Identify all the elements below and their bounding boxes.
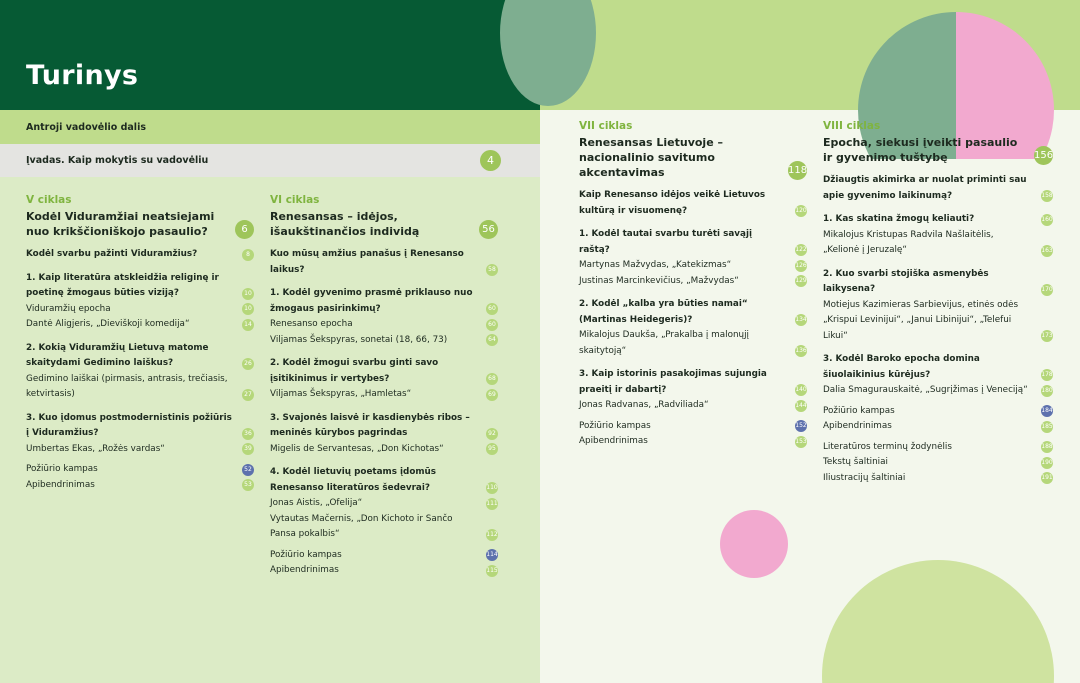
toc-entry-page-badge[interactable]: 95 — [486, 443, 498, 455]
cycle-title[interactable]: Epocha, siekusi įveikti pasaulio ir gyvenimo tuštybę — [823, 136, 1018, 164]
toc-entry[interactable] — [579, 188, 807, 219]
toc-entry-page-badge[interactable]: 120 — [795, 205, 807, 217]
toc-entry-page-badge[interactable]: 111 — [486, 498, 498, 510]
toc-entry-page-badge[interactable]: 112 — [486, 529, 498, 541]
toc-entry[interactable] — [270, 247, 498, 278]
cycle-page-badge[interactable]: 56 — [479, 220, 498, 239]
toc-entry-text[interactable]: Viljamas Šekspyras, „Hamletas“ — [270, 389, 412, 399]
toc-entry[interactable] — [579, 297, 807, 328]
cycle-page-badge[interactable]: 156 — [1034, 146, 1053, 165]
cycle-viii-column — [823, 120, 1053, 486]
toc-entry-page-badge[interactable]: 60 — [486, 303, 498, 315]
toc-entry-page-badge[interactable]: 115 — [486, 565, 498, 577]
intro-page-badge[interactable]: 4 — [480, 150, 501, 171]
toc-entry-text[interactable]: Džiaugtis akimirka ar nuolat priminti sau apie gyvenimo laikinumą? — [823, 175, 1027, 201]
header-dark-band — [0, 0, 540, 110]
toc-entry[interactable] — [270, 442, 498, 458]
toc-entry-text[interactable]: Mikalojus Kristupas Radvila Našlaitėlis, „Kelionė į Jeruzalę“ — [823, 229, 994, 255]
toc-entry[interactable] — [270, 333, 498, 349]
toc-entry-page-badge[interactable]: 14 — [242, 319, 254, 331]
toc-entry-text[interactable]: Dantė Aligjeris, „Dieviškoji komedija“ — [26, 319, 190, 329]
toc-entry[interactable] — [26, 462, 254, 478]
cycle-v-column — [26, 194, 254, 493]
toc-entry-text[interactable]: Gedimino laiškai (pirmasis, antrasis, trečiasis, ketvirtasis) — [26, 373, 228, 399]
cycle-title[interactable]: Kodėl Viduramžiai neatsiejami nuo krikščioniškojo pasaulio? — [26, 210, 215, 238]
toc-entry[interactable] — [270, 563, 498, 579]
cycle-vii-column — [579, 120, 807, 450]
toc-entry-page-badge[interactable]: 170 — [1041, 284, 1053, 296]
cycle-vi-column — [270, 194, 498, 579]
toc-entry[interactable] — [26, 478, 254, 494]
toc-entry-page-badge[interactable]: 153 — [795, 436, 807, 448]
toc-entry[interactable] — [26, 317, 254, 333]
cycle-label: VII ciklas — [579, 120, 633, 132]
cycle-title[interactable]: Renesansas – idėjos, išaukštinančios individą — [270, 210, 420, 238]
toc-entry-text[interactable]: 2. Kodėl žmogui svarbu ginti savo įsitikinimus ir vertybes? — [270, 358, 439, 384]
toc-entry[interactable] — [26, 411, 254, 442]
toc-entry[interactable] — [823, 228, 1053, 259]
toc-entry[interactable] — [823, 298, 1053, 345]
cycle-title-row[interactable] — [823, 135, 1053, 165]
toc-entry-page-badge[interactable]: 68 — [486, 373, 498, 385]
toc-entry[interactable] — [270, 512, 498, 543]
toc-entry-page-badge[interactable]: 160 — [1041, 214, 1053, 226]
toc-entry[interactable] — [823, 212, 1053, 228]
toc-entry[interactable] — [579, 258, 807, 274]
toc-entry-text[interactable]: Vytautas Mačernis, „Don Kichoto ir Sančo Pansa pokalbis“ — [270, 513, 453, 539]
cycle-title-row[interactable] — [26, 209, 254, 239]
toc-entry[interactable] — [823, 404, 1053, 420]
toc-entry-page-badge[interactable]: 27 — [242, 389, 254, 401]
toc-entry[interactable] — [270, 387, 498, 403]
toc-entry-page-badge[interactable]: 129 — [795, 275, 807, 287]
toc-entry[interactable] — [579, 274, 807, 290]
toc-entry[interactable] — [823, 267, 1053, 298]
toc-entry[interactable] — [579, 227, 807, 258]
toc-entry-text[interactable]: Iliustracijų šaltiniai — [823, 472, 906, 483]
toc-entry-text[interactable]: 2. Kodėl „kalba yra būties namai“ (Martinas Heidegeris)? — [579, 299, 748, 325]
toc-entry-page-badge[interactable]: 36 — [242, 428, 254, 440]
toc-entry-page-badge[interactable]: 152 — [795, 420, 807, 432]
toc-entry-text[interactable]: Justinas Marcinkevičius, „Mažvydas“ — [579, 275, 739, 286]
toc-entry-page-badge[interactable]: 39 — [242, 443, 254, 455]
toc-entry-text[interactable]: Požiūrio kampas — [823, 405, 895, 416]
toc-entry[interactable] — [270, 356, 498, 387]
toc-entry-page-badge[interactable]: 173 — [1041, 330, 1053, 342]
toc-entry[interactable] — [26, 341, 254, 372]
toc-entry-page-badge[interactable]: 184 — [1041, 405, 1053, 417]
cycle-page-badge[interactable]: 6 — [235, 220, 254, 239]
toc-entry[interactable] — [270, 465, 498, 496]
toc-entry-page-badge[interactable]: 185 — [1041, 421, 1053, 433]
toc-entry-page-badge[interactable]: 144 — [795, 400, 807, 412]
toc-entry[interactable] — [270, 496, 498, 512]
toc-entry[interactable] — [823, 173, 1053, 204]
toc-entry-text[interactable]: Apibendrinimas — [270, 565, 339, 575]
toc-entry-page-badge[interactable]: 92 — [486, 428, 498, 440]
toc-entry[interactable] — [579, 434, 807, 450]
toc-entry-text[interactable]: 3. Kuo įdomus postmodernistinis požiūris į Viduramžius? — [26, 412, 232, 438]
toc-entry-text[interactable]: 4. Kodėl lietuvių poetams įdomūs Renesanso literatūros šedevrai? — [270, 467, 437, 493]
toc-entry-text[interactable]: Tekstų šaltiniai — [823, 457, 888, 467]
toc-entry-text[interactable]: Viduramžių epocha — [26, 303, 111, 314]
toc-entry-page-badge[interactable]: 126 — [795, 260, 807, 272]
toc-entry-text[interactable]: 1. Kodėl gyvenimo prasmė priklauso nuo žmogaus pasirinkimų? — [270, 288, 473, 314]
toc-entry-page-badge[interactable]: 134 — [795, 314, 807, 326]
toc-entry[interactable] — [579, 419, 807, 435]
toc-entry-text[interactable]: Viljamas Šekspyras, sonetai (18, 66, 73) — [270, 334, 448, 345]
decorative-pink-circle-icon — [720, 510, 788, 578]
toc-entry[interactable] — [270, 548, 498, 564]
toc-entry-page-badge[interactable]: 10 — [242, 303, 254, 315]
toc-entry-text[interactable]: Apibendrinimas — [579, 436, 648, 446]
toc-entry[interactable] — [823, 352, 1053, 383]
toc-entry-text[interactable]: Kuo mūsų amžius panašus į Renesanso laikus? — [270, 249, 464, 275]
page-title: Turinys — [26, 60, 139, 91]
toc-entry-page-badge[interactable]: 53 — [242, 479, 254, 491]
toc-entry-page-badge[interactable]: 8 — [242, 249, 254, 261]
intro-label[interactable]: Įvadas. Kaip mokytis su vadovėliu — [26, 155, 209, 166]
toc-entry-text[interactable]: 3. Kaip istorinis pasakojimas sujungia praeitį ir dabartį? — [579, 369, 767, 395]
cycle-label: VI ciklas — [270, 194, 320, 206]
toc-entry-text[interactable]: 3. Kodėl Baroko epocha domina šiuolaikinius kūrėjus? — [823, 354, 980, 380]
toc-entry-page-badge[interactable]: 69 — [486, 389, 498, 401]
toc-entry[interactable] — [579, 367, 807, 398]
cycle-title-row[interactable] — [270, 209, 498, 239]
toc-entry-text[interactable]: Kodėl svarbu pažinti Viduramžius? — [26, 249, 198, 259]
toc-entry-page-badge[interactable]: 64 — [486, 334, 498, 346]
toc-entry-text[interactable]: Apibendrinimas — [823, 421, 892, 431]
cycle-label: VIII ciklas — [823, 120, 881, 132]
toc-entry[interactable] — [26, 271, 254, 302]
toc-entry-page-badge[interactable]: 136 — [795, 345, 807, 357]
toc-entry[interactable] — [270, 317, 498, 333]
toc-entry-text[interactable]: 1. Kaip literatūra atskleidžia religinę ir poetinę žmogaus būties viziją? — [26, 272, 219, 298]
toc-entry[interactable] — [270, 411, 498, 442]
toc-entry-page-badge[interactable]: 163 — [1041, 245, 1053, 257]
toc-entry[interactable] — [26, 372, 254, 403]
toc-entry-page-badge[interactable]: 178 — [1041, 369, 1053, 381]
cycle-title-row[interactable] — [579, 135, 807, 180]
toc-entry[interactable] — [26, 442, 254, 458]
toc-entry-text[interactable]: Kaip Renesanso idėjos veikė Lietuvos kultūrą ir visuomenę? — [579, 190, 766, 216]
toc-entry[interactable] — [26, 302, 254, 318]
toc-entry-text[interactable]: Požiūrio kampas — [270, 549, 342, 560]
toc-entry-text[interactable]: Apibendrinimas — [26, 479, 95, 490]
toc-entry[interactable] — [823, 383, 1053, 399]
toc-entry-page-badge[interactable]: 52 — [242, 464, 254, 476]
toc-entry[interactable] — [823, 455, 1053, 471]
toc-entry-text[interactable]: 2. Kokią Viduramžių Lietuvą matome skaitydami Gedimino laiškus? — [26, 342, 209, 368]
toc-entry-text[interactable]: Martynas Mažvydas, „Katekizmas“ — [579, 260, 732, 270]
toc-entry[interactable] — [579, 328, 807, 359]
toc-entry-page-badge[interactable]: 122 — [795, 244, 807, 256]
toc-entry-page-badge[interactable]: 110 — [486, 482, 498, 494]
toc-entry[interactable] — [26, 247, 254, 263]
toc-entry-page-badge[interactable]: 191 — [1041, 472, 1053, 484]
toc-entry[interactable] — [270, 286, 498, 317]
toc-entry-text[interactable]: Dalia Smagurauskaitė, „Sugrįžimas į Veneciją“ — [823, 385, 1028, 395]
toc-entry-text[interactable]: 2. Kuo svarbi stojiška asmenybės laikysena? — [823, 268, 989, 294]
toc-entry-page-badge[interactable]: 58 — [486, 264, 498, 276]
toc-entry-page-badge[interactable]: 26 — [242, 358, 254, 370]
toc-entry[interactable] — [823, 440, 1053, 456]
part-label: Antroji vadovėlio dalis — [26, 122, 146, 133]
toc-entry-text[interactable]: 1. Kodėl tautai svarbu turėti savąjį raštą? — [579, 229, 752, 255]
toc-entry-text[interactable]: 3. Svajonės laisvė ir kasdienybės ribos – meninės kūrybos pagrindas — [270, 412, 470, 438]
toc-entry-text[interactable]: Požiūrio kampas — [579, 420, 651, 431]
toc-entry-page-badge[interactable]: 158 — [1041, 190, 1053, 202]
toc-entry-text[interactable]: Jonas Aistis, „Ofelija“ — [270, 498, 363, 508]
toc-entry-page-badge[interactable]: 60 — [486, 319, 498, 331]
toc-entry[interactable] — [823, 471, 1053, 487]
toc-entry-page-badge[interactable]: 180 — [1041, 385, 1053, 397]
toc-entry-text[interactable]: Renesanso epocha — [270, 319, 353, 329]
toc-entry-text[interactable]: Motiejus Kazimieras Sarbievijus, etinės odės „Krispui Levinijui“, „Janui Libinijui“, „Telefui Likui“ — [823, 299, 1019, 341]
toc-entry-page-badge[interactable]: 188 — [1041, 441, 1053, 453]
toc-entry[interactable] — [823, 419, 1053, 435]
toc-entry-text[interactable]: Umbertas Ekas, „Rožės vardas“ — [26, 443, 165, 454]
toc-entry-text[interactable]: Literatūros terminų žodynėlis — [823, 441, 952, 452]
toc-entry-page-badge[interactable]: 190 — [1041, 457, 1053, 469]
toc-entry[interactable] — [579, 398, 807, 414]
toc-entry-page-badge[interactable]: 140 — [795, 384, 807, 396]
toc-entry-page-badge[interactable]: 114 — [486, 549, 498, 561]
cycle-title[interactable]: Renesansas Lietuvoje – nacionalinio savitumo akcentavimas — [579, 136, 723, 179]
cycle-page-badge[interactable]: 118 — [788, 161, 807, 180]
toc-entry-text[interactable]: Požiūrio kampas — [26, 464, 98, 474]
toc-entry-text[interactable]: Migelis de Servantesas, „Don Kichotas“ — [270, 443, 444, 454]
toc-entry-text[interactable]: Mikalojus Daukša, „Prakalba į malonųjį skaitytoją“ — [579, 330, 750, 356]
toc-entry-text[interactable]: Jonas Radvanas, „Radviliada“ — [579, 400, 709, 410]
cycle-label: V ciklas — [26, 194, 72, 206]
toc-entry-page-badge[interactable]: 10 — [242, 288, 254, 300]
toc-entry-text[interactable]: 1. Kas skatina žmogų keliauti? — [823, 214, 975, 224]
